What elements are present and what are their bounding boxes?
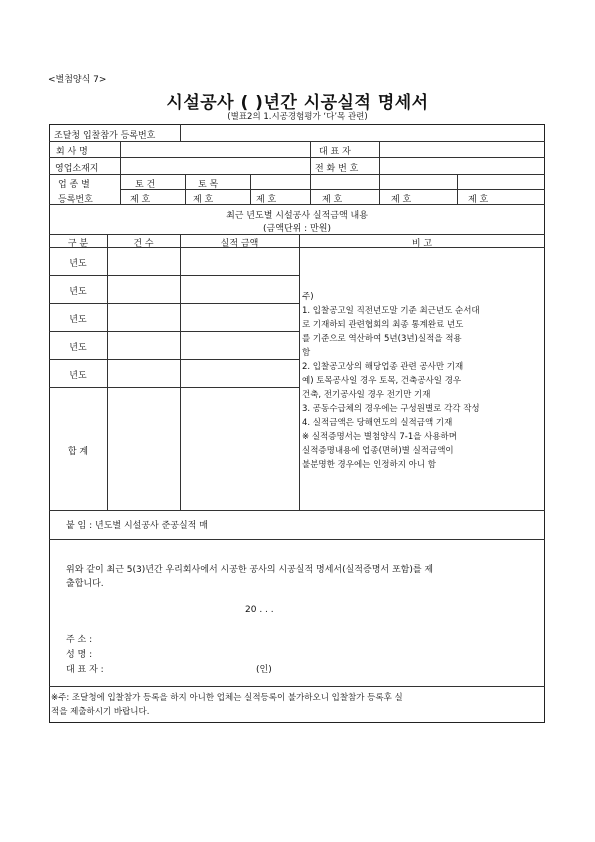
note-line: 2. 입찰공고상의 해당업종 관련 공사만 기재 [302, 362, 464, 372]
date-line: 20 . . . [245, 605, 274, 615]
divider [49, 141, 545, 142]
divider [107, 234, 108, 510]
divider [310, 174, 311, 204]
footer-note-line: 적을 제출하시기 바랍니다. [51, 707, 150, 717]
note-line: 건축, 전기공사일 경우 전기만 기재 [302, 390, 431, 400]
divider [49, 303, 299, 304]
note-line: 불분명한 경우에는 인정하지 아니 함 [302, 460, 436, 470]
divider [49, 157, 545, 158]
page-title: 시설공사 ( )년간 시공실적 명세서 [166, 93, 429, 113]
divider [49, 387, 299, 388]
reg-cell: 제 호 [322, 195, 343, 205]
note-line: 예) 토목공사일 경우 토목, 건축공사일 경우 [302, 376, 462, 386]
divider [180, 234, 181, 510]
column-header-remarks: 비 고 [411, 239, 433, 249]
divider [49, 331, 299, 332]
column-header-amount: 실적 금액 [220, 239, 259, 249]
year-row-label: 년도 [69, 287, 87, 297]
divider [379, 174, 380, 204]
divider [310, 141, 311, 174]
declaration-line: 출합니다. [66, 579, 104, 589]
divider [49, 275, 299, 276]
reg-cell: 제 호 [193, 195, 214, 205]
divider [49, 359, 299, 360]
note-line: 3. 공동수급체의 경우에는 구성원별로 각각 작성 [302, 404, 480, 414]
form-reference: <별첨양식 7> [48, 75, 107, 85]
column-header-category: 구 분 [67, 239, 89, 249]
license-type-civil-building: 토 건 [135, 180, 156, 190]
page-subtitle: (별표2의 1.시공경험평가 ‘다’목 관련) [227, 112, 368, 122]
footer-note-line: ※주: 조달청에 입찰참가 등록을 하지 아니한 업체는 실적등록이 불가하오니 입찰참가 등록후 실 [51, 693, 403, 703]
divider [49, 539, 545, 540]
reg-cell: 제 호 [130, 195, 151, 205]
divider [49, 174, 545, 175]
reg-cell: 제 호 [391, 195, 412, 205]
divider [250, 174, 251, 204]
license-label: 업 종 별 [58, 180, 90, 190]
divider [120, 189, 545, 190]
divider [379, 141, 380, 174]
note-line: 로 기재하되 관련협회의 최종 통계완료 년도 [302, 320, 464, 330]
note-line: 1. 입찰공고일 직전년도말 기준 최근년도 순서대 [302, 306, 480, 316]
signature-address-label: 주 소 : [66, 635, 93, 645]
divider [49, 510, 545, 511]
seal-mark: (인) [256, 665, 272, 675]
year-row-label: 년도 [69, 343, 87, 353]
reg-no-label: 조달청 입찰참가 등록번호 [54, 131, 156, 141]
divider [299, 234, 300, 510]
column-header-count: 건 수 [133, 239, 154, 249]
divider [457, 174, 458, 204]
signature-name-label: 성 명 : [66, 650, 93, 660]
divider [120, 141, 121, 204]
company-label: 회 사 명 [56, 147, 88, 157]
note-line: 를 기준으로 역산하여 5년(3년)실적을 적용 [302, 334, 462, 344]
divider [180, 124, 181, 141]
license-reg-label: 등록번호 [58, 195, 93, 205]
note-line: 4. 실적금액은 당해연도의 실적금액 기재 [302, 418, 453, 428]
reg-cell: 제 호 [468, 195, 489, 205]
ceo-label: 대 표 자 [319, 147, 351, 157]
license-type-civil: 토 목 [198, 180, 219, 190]
divider [185, 174, 186, 204]
divider [49, 234, 545, 235]
section-title: 최근 년도별 시설공사 실적금액 내용 [226, 211, 368, 221]
declaration-line: 위와 같이 최근 5(3)년간 우리회사에서 시공한 공사의 시공실적 명세서(실적증명서 포함)를 제 [66, 565, 434, 575]
note-line: 주) [302, 292, 314, 302]
year-row-label: 년도 [69, 315, 87, 325]
address-label: 영업소재지 [55, 164, 99, 174]
signature-ceo-label: 대 표 자 : [66, 665, 104, 675]
divider [49, 686, 545, 687]
phone-label: 전 화 번 호 [315, 164, 359, 174]
year-row-label: 년도 [69, 259, 87, 269]
total-row-label: 합 계 [67, 447, 89, 457]
note-line: 함 [302, 348, 311, 358]
reg-cell: 제 호 [256, 195, 277, 205]
note-line: ※ 실적증명서는 별첨양식 7-1을 사용하며 [302, 432, 457, 442]
note-line: 실적증명내용에 업종(면허)별 실적금액이 [302, 446, 454, 456]
attachment-line: 붙 임 : 년도별 시설공사 준공실적 매 [66, 521, 208, 531]
year-row-label: 년도 [69, 371, 87, 381]
section-unit: (금액단위 : 만원) [263, 224, 331, 234]
